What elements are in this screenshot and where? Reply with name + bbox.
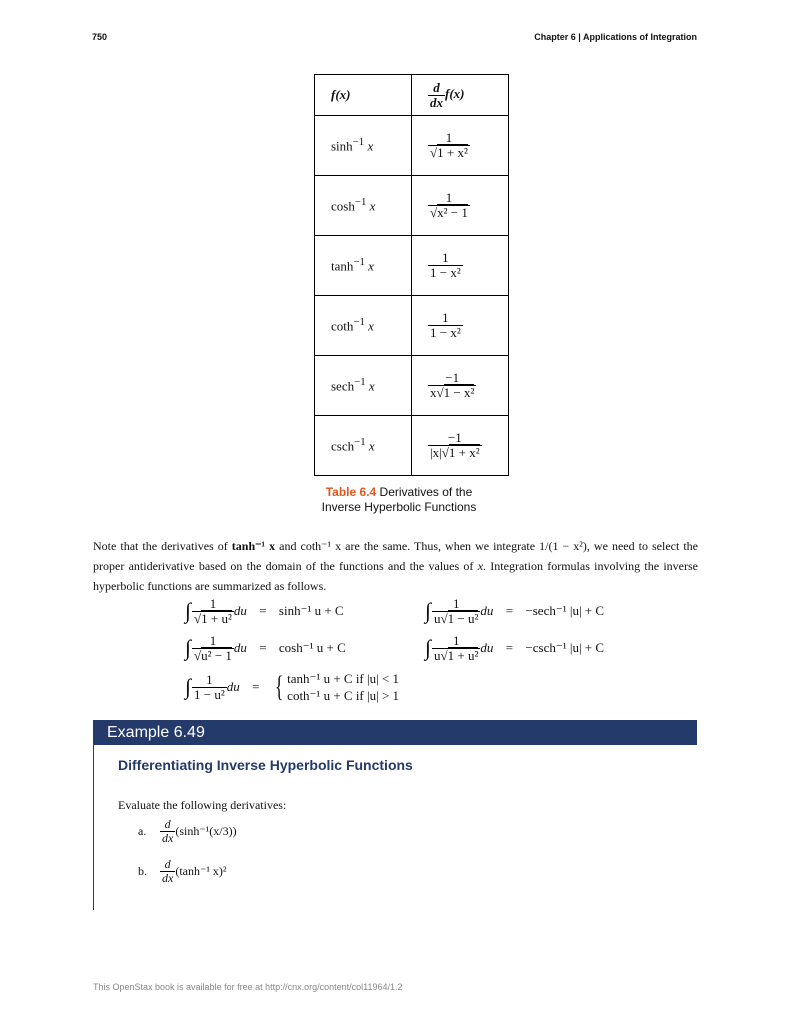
superscript: −1 bbox=[352, 136, 365, 149]
denominator bbox=[428, 206, 470, 220]
chapter-title: Chapter 6 | Applications of Integration bbox=[534, 32, 697, 42]
footer-text: This OpenStax book is available for free at http://cnx.org/content/col11964/1.2 bbox=[93, 982, 403, 992]
sqrt-icon: √ bbox=[441, 445, 449, 460]
page-number: 750 bbox=[92, 32, 108, 42]
function-name: sinh bbox=[331, 138, 353, 154]
table-row bbox=[315, 296, 509, 356]
den-factor: u bbox=[434, 610, 441, 626]
table-row bbox=[315, 416, 509, 476]
equals: = bbox=[259, 603, 267, 619]
cell-derivative bbox=[412, 176, 509, 236]
function-name: sech bbox=[331, 378, 355, 394]
fraction bbox=[192, 597, 234, 625]
denominator: dx bbox=[162, 830, 174, 845]
denominator bbox=[428, 446, 482, 460]
integral-sign-icon: ∫ bbox=[185, 598, 192, 624]
denominator bbox=[432, 612, 480, 626]
rhs: −csch⁻¹ |u| + C bbox=[525, 640, 605, 656]
variable: x bbox=[366, 198, 376, 214]
numerator: 1 bbox=[432, 634, 480, 649]
differential: du bbox=[233, 640, 247, 656]
denominator bbox=[432, 649, 480, 663]
derivatives-table bbox=[314, 74, 509, 476]
denominator: dx bbox=[162, 870, 174, 885]
function-name: csch bbox=[331, 438, 355, 454]
differential: du bbox=[480, 603, 494, 619]
radicand: u² − 1 bbox=[201, 647, 232, 663]
radicand: 1 − x² bbox=[443, 385, 475, 400]
numerator: 1 bbox=[428, 191, 470, 206]
expression: (tanh⁻¹ x)² bbox=[175, 863, 227, 878]
radicand: 1 + x² bbox=[437, 145, 468, 160]
d-dx bbox=[160, 818, 175, 844]
sqrt-icon: √ bbox=[194, 610, 202, 626]
rhs: −sech⁻¹ |u| + C bbox=[525, 603, 605, 619]
numerator: d bbox=[160, 858, 175, 872]
differential: du bbox=[233, 603, 247, 619]
variable: x bbox=[364, 138, 374, 154]
differential: du bbox=[480, 640, 494, 656]
fraction bbox=[432, 597, 480, 625]
denominator bbox=[192, 612, 234, 626]
denominator bbox=[192, 649, 234, 663]
variable: x bbox=[364, 318, 374, 334]
den-factor: x bbox=[430, 385, 437, 400]
cell-derivative bbox=[412, 356, 509, 416]
equals: = bbox=[505, 640, 514, 656]
function-name: tanh bbox=[331, 258, 354, 274]
fraction bbox=[428, 251, 463, 279]
header-fx: f(x) bbox=[315, 75, 412, 116]
cell-function bbox=[315, 176, 412, 236]
fraction bbox=[428, 131, 470, 159]
integral-formula bbox=[185, 597, 344, 625]
equals: = bbox=[505, 603, 514, 619]
rhs: sinh⁻¹ u + C bbox=[278, 603, 344, 619]
example-intro: Evaluate the following derivatives: bbox=[118, 798, 287, 812]
radicand: 1 − u² bbox=[447, 610, 479, 626]
fraction bbox=[192, 634, 234, 662]
body-paragraph: Note that the derivatives of tanh⁻¹ x and coth⁻¹ x are the same. Thus, when we integrate 1/(1 − x²), we need to select the proper antiderivative based on the domain of the functions and the values of x. Integration formulas involving the inverse hyperbolic functions are summarized as follows. bbox=[93, 539, 699, 593]
cell-function bbox=[315, 296, 412, 356]
example-item bbox=[138, 818, 237, 844]
table-row bbox=[315, 236, 509, 296]
numerator: d bbox=[160, 818, 175, 832]
integral-formula bbox=[425, 597, 604, 625]
superscript: −1 bbox=[354, 196, 367, 209]
denominator bbox=[428, 266, 463, 280]
example-subtitle: Differentiating Inverse Hyperbolic Functions bbox=[118, 757, 413, 773]
den-factor: 1 − x² bbox=[430, 325, 461, 340]
cell-function bbox=[315, 356, 412, 416]
sqrt-icon: √ bbox=[436, 385, 444, 400]
expression: (sinh⁻¹(x/3)) bbox=[175, 823, 237, 838]
numerator: 1 bbox=[428, 311, 463, 326]
item-label: b. bbox=[138, 863, 147, 878]
fraction bbox=[428, 431, 482, 459]
sqrt-icon: √ bbox=[440, 647, 448, 663]
cell-derivative bbox=[412, 416, 509, 476]
numerator: 1 bbox=[432, 597, 480, 612]
fraction bbox=[428, 191, 470, 219]
integral-sign-icon: ∫ bbox=[425, 598, 432, 624]
cell-function bbox=[315, 416, 412, 476]
fraction bbox=[428, 371, 476, 399]
superscript: −1 bbox=[354, 376, 366, 389]
table-row bbox=[315, 356, 509, 416]
table-row bbox=[315, 116, 509, 176]
variable: x bbox=[364, 258, 374, 274]
integral-formula bbox=[425, 634, 604, 662]
table-caption: Table 6.4 Derivatives of the Inverse Hyperbolic Functions bbox=[321, 485, 477, 514]
sqrt-icon: √ bbox=[194, 647, 202, 663]
fraction bbox=[428, 311, 463, 339]
item-label: a. bbox=[138, 823, 147, 838]
den-factor: 1 − x² bbox=[430, 265, 461, 280]
table-row bbox=[315, 176, 509, 236]
sqrt-icon: √ bbox=[430, 145, 438, 160]
variable: x bbox=[365, 378, 375, 394]
radicand: 1 + u² bbox=[201, 610, 232, 626]
denominator bbox=[428, 146, 470, 160]
variable: x bbox=[365, 438, 375, 454]
superscript: −1 bbox=[353, 316, 365, 329]
formula-piecewise: ∫ $\frac{1}{\text{1 − u²}}$ du = { tanh⁻¹ u + C if |u| < 1 coth⁻¹ u + C if |u| > 1 bbox=[185, 670, 400, 703]
function-name: cosh bbox=[331, 198, 355, 214]
radicand: x² − 1 bbox=[437, 205, 468, 220]
example-border bbox=[93, 745, 94, 910]
numerator: 1 bbox=[192, 634, 234, 649]
denominator bbox=[428, 386, 476, 400]
numerator: 1 bbox=[428, 131, 470, 146]
integral-sign-icon: ∫ bbox=[425, 635, 432, 661]
rhs: cosh⁻¹ u + C bbox=[278, 640, 346, 656]
numerator: −1 bbox=[428, 371, 476, 386]
den-factor: |x| bbox=[430, 445, 442, 460]
radicand: 1 + x² bbox=[448, 445, 480, 460]
superscript: −1 bbox=[354, 436, 366, 449]
cell-function bbox=[315, 116, 412, 176]
numerator: 1 bbox=[428, 251, 463, 266]
radicand: 1 + u² bbox=[447, 647, 479, 663]
cell-function bbox=[315, 236, 412, 296]
fraction bbox=[432, 634, 480, 662]
sqrt-icon: √ bbox=[440, 610, 448, 626]
numerator: −1 bbox=[428, 431, 482, 446]
den-factor: u bbox=[434, 647, 441, 663]
d-dx bbox=[160, 858, 175, 884]
header-derivative: $\frac{d}{dx}$ f(x) bbox=[412, 75, 509, 116]
numerator: 1 bbox=[192, 597, 234, 612]
integral-sign-icon: ∫ bbox=[185, 635, 192, 661]
example-title-bar: Example 6.49 bbox=[93, 720, 697, 745]
function-name: coth bbox=[331, 318, 354, 334]
integral-formula bbox=[185, 634, 346, 662]
equals: = bbox=[259, 640, 267, 656]
cell-derivative bbox=[412, 236, 509, 296]
superscript: −1 bbox=[353, 256, 365, 269]
cell-derivative bbox=[412, 296, 509, 356]
sqrt-icon: √ bbox=[430, 205, 438, 220]
example-item bbox=[138, 858, 227, 884]
denominator bbox=[428, 326, 463, 340]
table-header-row bbox=[315, 75, 509, 116]
cell-derivative bbox=[412, 116, 509, 176]
